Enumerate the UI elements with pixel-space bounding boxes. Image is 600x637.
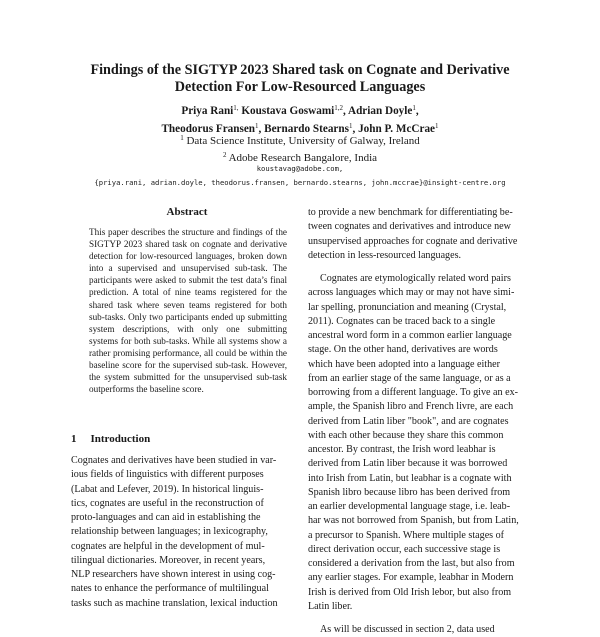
author-line-2: Theodorus Fransen$^1$, Bernardo Stearns$^1$, John P. McCrae$^1$ xyxy=(161,122,439,135)
text-line: direct derivation occur, each successive stage is xyxy=(308,543,501,555)
section-heading-introduction xyxy=(71,433,150,445)
paragraph xyxy=(308,206,535,263)
text-line: tween cognates and derivatives and introduce new xyxy=(308,221,511,233)
text-line: with each other because they share this common xyxy=(308,429,504,441)
text-line: ancestor. By contrast, the Irish word leabhar is xyxy=(308,444,496,455)
affiliation-2: $^2$ Adobe Research Bangalore, India xyxy=(222,151,378,164)
author-affil-mark: 1, xyxy=(233,104,239,112)
author-affil-mark: 1 xyxy=(435,122,439,130)
text-line: tilingual dictionaries. Moreover, in recent years, xyxy=(71,554,266,566)
author-name: Theodorus Fransen xyxy=(161,123,256,135)
abstract-heading: Abstract xyxy=(166,206,208,218)
text-line: ancestral word form in a common earlier language xyxy=(308,330,512,341)
text-line: derived from Latin liber because it was borrowed xyxy=(308,458,508,470)
author-name: Adrian Doyle xyxy=(348,105,413,117)
section-number: 1 xyxy=(71,433,77,445)
text-line: stage. On the other hand, derivatives are words xyxy=(308,344,498,356)
text-line: any earlier stages. For example, leabhar in Modern xyxy=(308,572,514,584)
paragraph xyxy=(308,272,535,614)
text-line: Irish is derived from Old Irish lebor, but also from xyxy=(308,586,512,598)
author-affil-mark: 1,2 xyxy=(334,104,344,112)
paragraph xyxy=(308,623,535,637)
author-affil-mark: 1 xyxy=(255,122,259,130)
text-line: tics, cognates are useful in the reconstruction of xyxy=(71,497,264,509)
title-line-1: Findings of the SIGTYP 2023 Shared task on Cognate and Derivative xyxy=(90,62,510,78)
text-line: As will be discussed in section 2, data used xyxy=(320,624,495,635)
text-line: Cognates and derivatives have been studied in var- xyxy=(71,455,277,466)
text-line: Latin liber. xyxy=(308,600,353,612)
text-line: which have been adopted into a language either xyxy=(308,358,500,370)
author-name: Koustava Goswami xyxy=(241,105,335,117)
text-line: lar spelling, pronunciation and meaning (Crystal, xyxy=(308,301,507,313)
email-line-2: {priya.rani, adrian.doyle, theodorus.fransen, bernardo.stearns, john.mccrae}@insight-centre.org xyxy=(94,178,506,187)
text-line: considered a derivation from the last, but also from xyxy=(308,558,515,569)
text-line: Spanish libro because libro has been derived from xyxy=(308,486,511,498)
text-line: unsupervised approaches for cognate and derivative xyxy=(308,235,518,247)
text-line: Cognates are etymologically related word pairs xyxy=(320,273,511,284)
author-line-1: Priya Rani$^{1,}$ Koustava Goswami$^{1,2}$, Adrian Doyle$^1$, xyxy=(181,104,419,117)
paper-title xyxy=(0,62,600,96)
text-line: derived from Latin liber "book", and are cognates xyxy=(308,415,509,427)
text-line: ample, the Spanish libro and French livre, are each xyxy=(308,401,514,413)
text-line: ious fields of linguistics with different purposes xyxy=(71,469,264,481)
affiliations xyxy=(0,131,600,165)
introduction-body xyxy=(71,454,299,611)
section-title: Introduction xyxy=(90,433,151,445)
abstract-body xyxy=(89,226,287,395)
email-line-1: koustavag@adobe.com, xyxy=(256,164,344,173)
affiliation-1: $^1$ Data Science Institute, University of Galway, Ireland xyxy=(180,134,420,147)
title-line-2: Detection For Low-Resourced Languages xyxy=(174,79,426,95)
text-line: (Labat and Lefever, 2019). In historical linguis- xyxy=(71,483,264,495)
author-affil-mark: 1 xyxy=(348,122,353,130)
text-line: borrowing from a different language. To give an ex- xyxy=(308,387,518,398)
text-line: 2011). Cognates can be traced back to a single xyxy=(308,315,496,327)
text-line: NLP researchers have shown interest in using cog- xyxy=(71,569,276,580)
text-line: detection in less-resourced languages. xyxy=(308,249,462,261)
text-line: into Irish from Latin, but leabhar is a cognate with xyxy=(308,472,512,484)
text-line: tasks such as machine translation, lexical induction xyxy=(71,597,278,609)
text-line: an earlier developmental language stage, i.e. leab- xyxy=(308,501,511,512)
text-line: a precursor to Spanish. Where multiple stages of xyxy=(308,529,505,541)
abstract-text: This paper describes the structure and findings of the SIGTYP 2023 shared task on cognate and derivative detection for low-resourced languages, broken down into a supervised and unsupervised sub-task. The participants were asked to submit the test data’s final prediction. A total of nine teams registered for the shared task where seven teams registered for both sub-tasks. Only two participants ended up submitting system descriptions, with only one submitting systems for both sub-tasks. While all systems show a rather promising performance, all could be within the baseline score for the supervised sub-task. However, the system submitted for the unsupervised sub-task outperforms the baseline score. xyxy=(89,227,287,395)
text-line: relationship between languages; in lexicography, xyxy=(71,526,268,538)
text-line: proto-languages and can aid in establishing the xyxy=(71,512,261,523)
author-name: Priya Rani xyxy=(181,105,234,117)
author-name: John P. McCrae xyxy=(358,123,436,135)
text-line: cognates are helpful in the development of mul- xyxy=(71,540,265,552)
text-line: from an earlier stage of the same language, or as a xyxy=(308,372,511,384)
author-name: Bernardo Stearns xyxy=(264,123,349,135)
text-line: nates to enhance the performance of multilingual xyxy=(71,583,269,595)
right-column-body xyxy=(308,206,535,637)
author-affil-mark: 1 xyxy=(412,104,416,112)
text-line: to provide a new benchmark for differentiating be- xyxy=(308,207,513,218)
text-line: har was not borrowed from Spanish, but from Latin, xyxy=(308,515,519,527)
text-line: across languages which may or may not have simi- xyxy=(308,287,515,299)
